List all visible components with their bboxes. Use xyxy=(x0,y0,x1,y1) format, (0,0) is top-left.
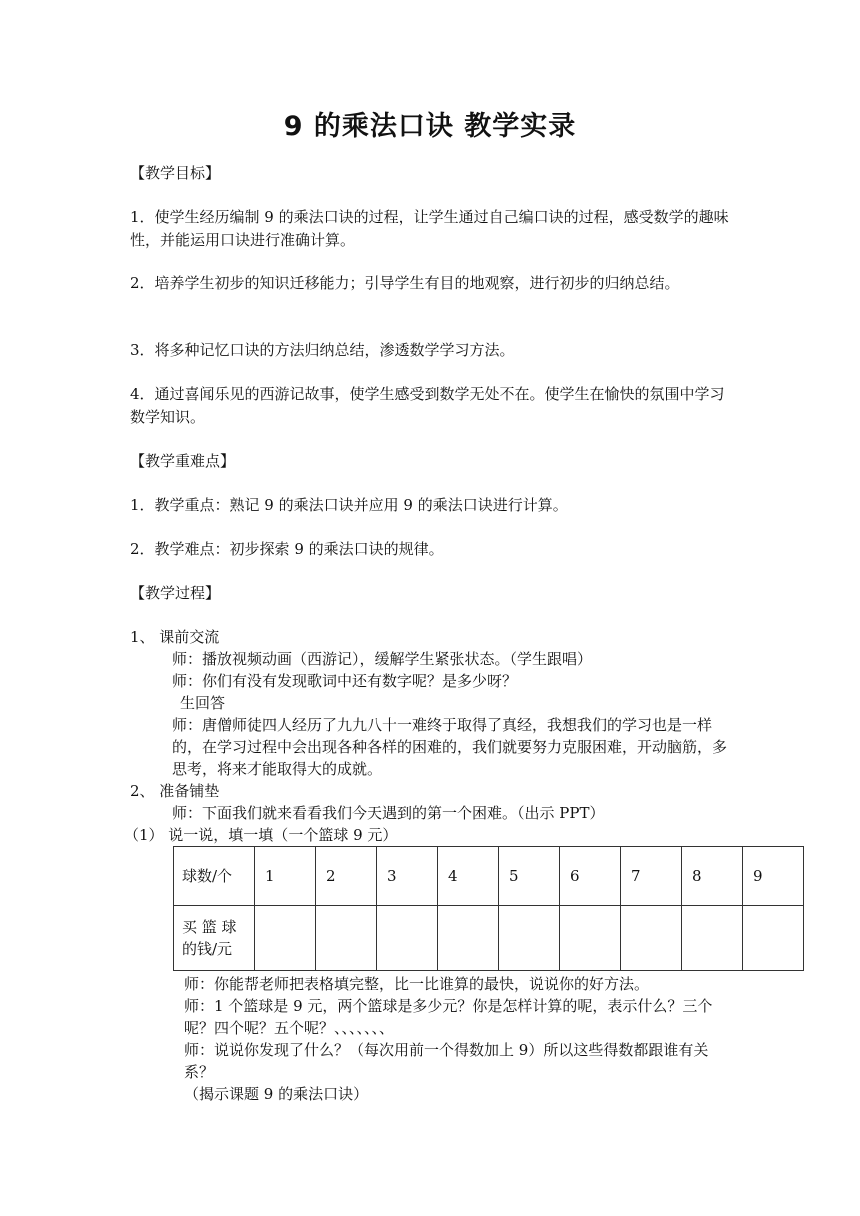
table-cell-count-3: 3 xyxy=(377,847,438,906)
table-cell-count-6: 6 xyxy=(560,847,621,906)
table-row-count xyxy=(174,847,804,906)
table-row-money xyxy=(174,906,804,971)
table-cell-count-2: 2 xyxy=(316,847,377,906)
section-1-line-3: 生回答 xyxy=(180,694,226,712)
table-cell-count-8: 8 xyxy=(682,847,743,906)
table-cell-count-4: 4 xyxy=(438,847,499,906)
key-point-1: 1．教学重点：熟记 9 的乘法口诀并应用 9 的乘法口诀进行计算。 xyxy=(130,496,568,514)
section-1-line-1: 师：播放视频动画（西游记），缓解学生紧张状态。（学生跟唱） xyxy=(172,650,593,668)
section-2-line-2: 师：你能帮老师把表格填完整，比一比谁算的最快，说说你的好方法。 xyxy=(184,975,650,993)
table-cell-money-7[interactable] xyxy=(621,906,682,971)
table-cell-money-4[interactable] xyxy=(438,906,499,971)
table-cell-count-1: 1 xyxy=(255,847,316,906)
goals-heading: 【教学目标】 xyxy=(130,164,221,182)
section-2-subtitle: （1） 说一说，填一填（一个篮球 9 元） xyxy=(124,826,398,844)
table-header-money: 买 篮 球 的钱/元 xyxy=(174,906,255,971)
basketball-price-table xyxy=(173,846,804,971)
goal-item-3: 3．将多种记忆口诀的方法归纳总结，渗透数学学习方法。 xyxy=(130,341,515,359)
table-cell-count-5: 5 xyxy=(499,847,560,906)
section-2-title: 2、 准备铺垫 xyxy=(130,782,220,800)
table-cell-money-1[interactable] xyxy=(255,906,316,971)
table-cell-count-9: 9 xyxy=(743,847,804,906)
key-points-heading: 【教学重难点】 xyxy=(130,452,236,470)
table-cell-money-3[interactable] xyxy=(377,906,438,971)
goal-item-4: 4．通过喜闻乐见的西游记故事，使学生感受到数学无处不在。使学生在愉快的氛围中学习数学知识。 xyxy=(130,385,725,426)
page-title: 9 的乘法口诀 教学实录 xyxy=(283,111,577,142)
process-heading: 【教学过程】 xyxy=(130,584,221,602)
section-2-line-3: 师：1 个篮球是 9 元，两个篮球是多少元？你是怎样计算的呢，表示什么？三个呢？四个呢？五个呢？、、、、、、、 xyxy=(184,997,713,1037)
table-cell-money-6[interactable] xyxy=(560,906,621,971)
section-1-title: 1、 课前交流 xyxy=(130,628,220,646)
key-point-2: 2．教学难点：初步探索 9 的乘法口诀的规律。 xyxy=(130,540,444,558)
table-header-count: 球数/个 xyxy=(174,847,255,906)
section-1-line-2: 师：你们有没有发现歌词中还有数字呢？是多少呀？ xyxy=(172,672,518,690)
section-2-line-5: （揭示课题 9 的乘法口诀） xyxy=(184,1085,369,1103)
section-2-line-4: 师：说说你发现了什么？（每次用前一个得数加上 9）所以这些得数都跟谁有关系？ xyxy=(184,1041,709,1081)
goal-item-1: 1．使学生经历编制 9 的乘法口诀的过程，让学生通过自己编口诀的过程，感受数学的趣味性，并能运用口诀进行准确计算。 xyxy=(130,208,729,249)
table-cell-money-5[interactable] xyxy=(499,906,560,971)
table-cell-money-9[interactable] xyxy=(743,906,804,971)
goal-item-2: 2．培养学生初步的知识迁移能力；引导学生有目的地观察，进行初步的归纳总结。 xyxy=(130,274,680,292)
section-1-line-4: 师：唐僧师徒四人经历了九九八十一难终于取得了真经，我想我们的学习也是一样的，在学习过程中会出现各种各样的困难的，我们就要努力克服困难，开动脑筋，多思考，将来才能取得大的成就。 xyxy=(172,716,728,778)
table-cell-money-8[interactable] xyxy=(682,906,743,971)
table-cell-count-7: 7 xyxy=(621,847,682,906)
table-cell-money-2[interactable] xyxy=(316,906,377,971)
section-2-line-1: 师：下面我们就来看看我们今天遇到的第一个困难。（出示 PPT） xyxy=(172,804,605,822)
